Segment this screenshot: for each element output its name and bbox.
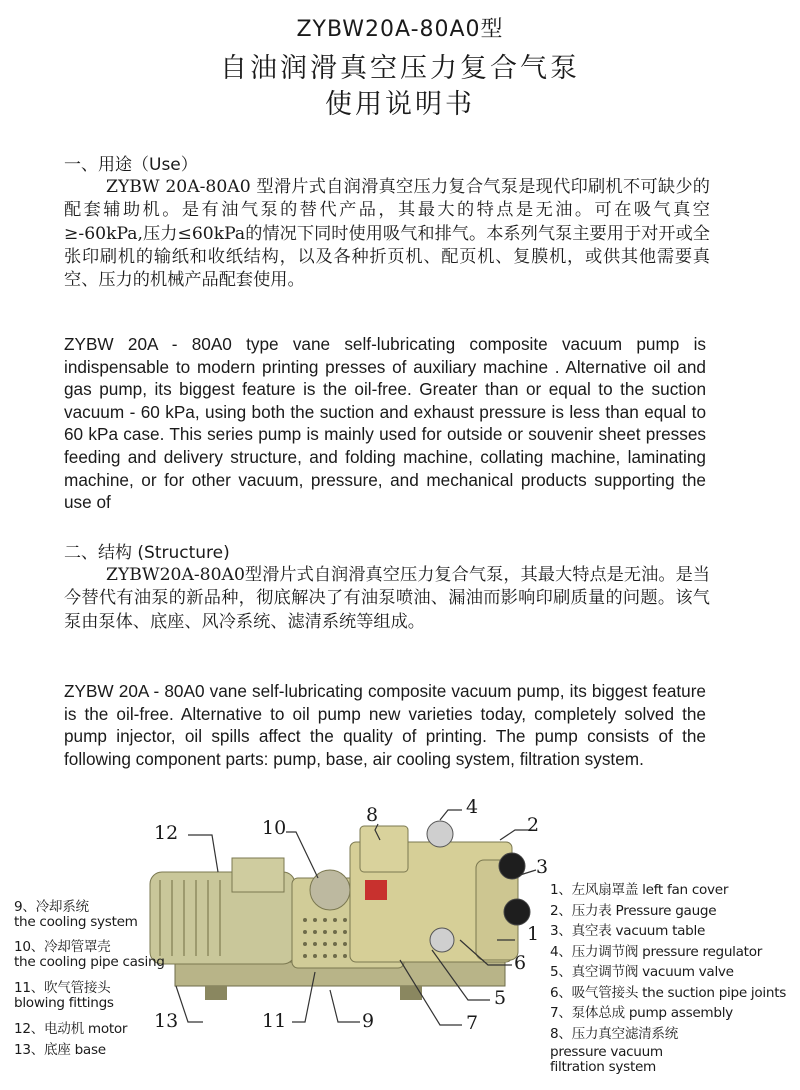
use-text-english: ZYBW 20A - 80A0 type vane self-lubricating composite vacuum pump is indispensable to modern printing presses of auxiliary machine . Alternative oil and gas pump, its biggest feature is the oil-free. Greater than or equal to the suction vacuum - 60 kPa, using both the suction and exhaust pressure is less than equal to 60 kPa case. This series pump is mainly used for outside or souvenir sheet presses feeding and delivery structure, and folding machine, collating machine, laminating machine, or for other vacuum, pressure, and mechanical products supporting the use of <box>64 334 706 513</box>
callout-8: 8 <box>366 804 379 826</box>
vacuum-gauge <box>504 899 530 925</box>
use-heading: 一、用途（Use） <box>64 155 198 175</box>
filter-housing <box>360 826 408 872</box>
legend-vacuum-valve: 5、真空调节阀 vacuum valve <box>550 964 734 980</box>
base-foot-right <box>400 986 422 1000</box>
callout-11: 11 <box>262 1010 287 1032</box>
legend-filtration-system: 8、压力真空滤清系统 pressure vacuum filtration system <box>550 1026 678 1075</box>
use-text-chinese: ZYBW 20A-80A0 型滑片式自润滑真空压力复合气泵是现代印刷机不可缺少的配套辅助机。是有油气泵的替代产品，其最大的特点是无油。可在吸气真空≥-60kPa,压力≤60kPa的情况下同时使用吸气和排气。本系列气泵主要用于对开或全张印刷机的输纸和收纸结构，以及各种折页机、配页机、复膜机，或供其他需要真空、压力的机械产品配套使用。 <box>64 177 710 291</box>
structure-heading: 二、结构 (Structure) <box>64 543 230 563</box>
legend-suction-pipe-joints: 6、吸气管接头 the suction pipe joints <box>550 985 787 1001</box>
pump-diagram <box>0 790 800 1090</box>
motor-terminal-box <box>232 858 284 892</box>
cooling-fan-cover <box>310 870 350 910</box>
callout-12: 12 <box>154 822 179 844</box>
legend-pressure-gauge: 2、压力表 Pressure gauge <box>550 903 717 919</box>
callout-9: 9 <box>362 1010 375 1032</box>
legend-cooling-system: 9、冷却系统 the cooling system <box>14 899 138 930</box>
pump-red-label <box>365 880 387 900</box>
structure-text-chinese: ZYBW20A-80A0型滑片式自润滑真空压力复合气泵，其最大特点是无油。是当今替代有油泵的新品种，彻底解决了有油泵喷油、漏油而影响印刷质量的问题。该气泵由泵体、底座、风冷系统、滤清系统等组成。 <box>64 565 710 632</box>
legend-base: 13、底座 base <box>14 1042 106 1058</box>
legend-vacuum-table: 3、真空表 vacuum table <box>550 923 706 939</box>
product-title: 自油润滑真空压力复合气泵 <box>220 53 580 84</box>
vacuum-valve-knob <box>430 928 454 952</box>
legend-pump-assembly: 7、泵体总成 pump assembly <box>550 1005 733 1021</box>
model-title: ZYBW20A-80A0型 <box>296 17 504 42</box>
base-foot-left <box>205 986 227 1000</box>
structure-text-english: ZYBW 20A - 80A0 vane self-lubricating composite vacuum pump, its biggest feature is the oil-free. Alternative to oil pump new varieties today, completely solved the pump injector, oil spills affect the quality of printing. The pump consists of the following component parts: pump, base, air cooling system, filtration system. <box>64 681 706 769</box>
callout-10: 10 <box>262 817 287 839</box>
legend-left-fan-cover: 1、左风扇罩盖 left fan cover <box>550 882 729 898</box>
legend-motor: 12、电动机 motor <box>14 1021 128 1037</box>
callout-1: 1 <box>527 923 540 945</box>
callout-3: 3 <box>536 856 549 878</box>
document-type-title: 使用说明书 <box>325 89 475 120</box>
callout-4: 4 <box>466 796 479 818</box>
legend-pressure-regulator: 4、压力调节阀 pressure regulator <box>550 944 763 960</box>
callout-6: 6 <box>514 952 527 974</box>
callout-7: 7 <box>466 1012 479 1034</box>
legend-cooling-pipe-casing: 10、冷却管罩壳 the cooling pipe casing <box>14 939 165 970</box>
pressure-regulator-knob <box>427 821 453 847</box>
callout-5: 5 <box>494 987 507 1009</box>
callout-2: 2 <box>527 814 540 836</box>
legend-blowing-fittings: 11、吹气管接头 blowing fittings <box>14 980 114 1011</box>
callout-13: 13 <box>154 1010 179 1032</box>
